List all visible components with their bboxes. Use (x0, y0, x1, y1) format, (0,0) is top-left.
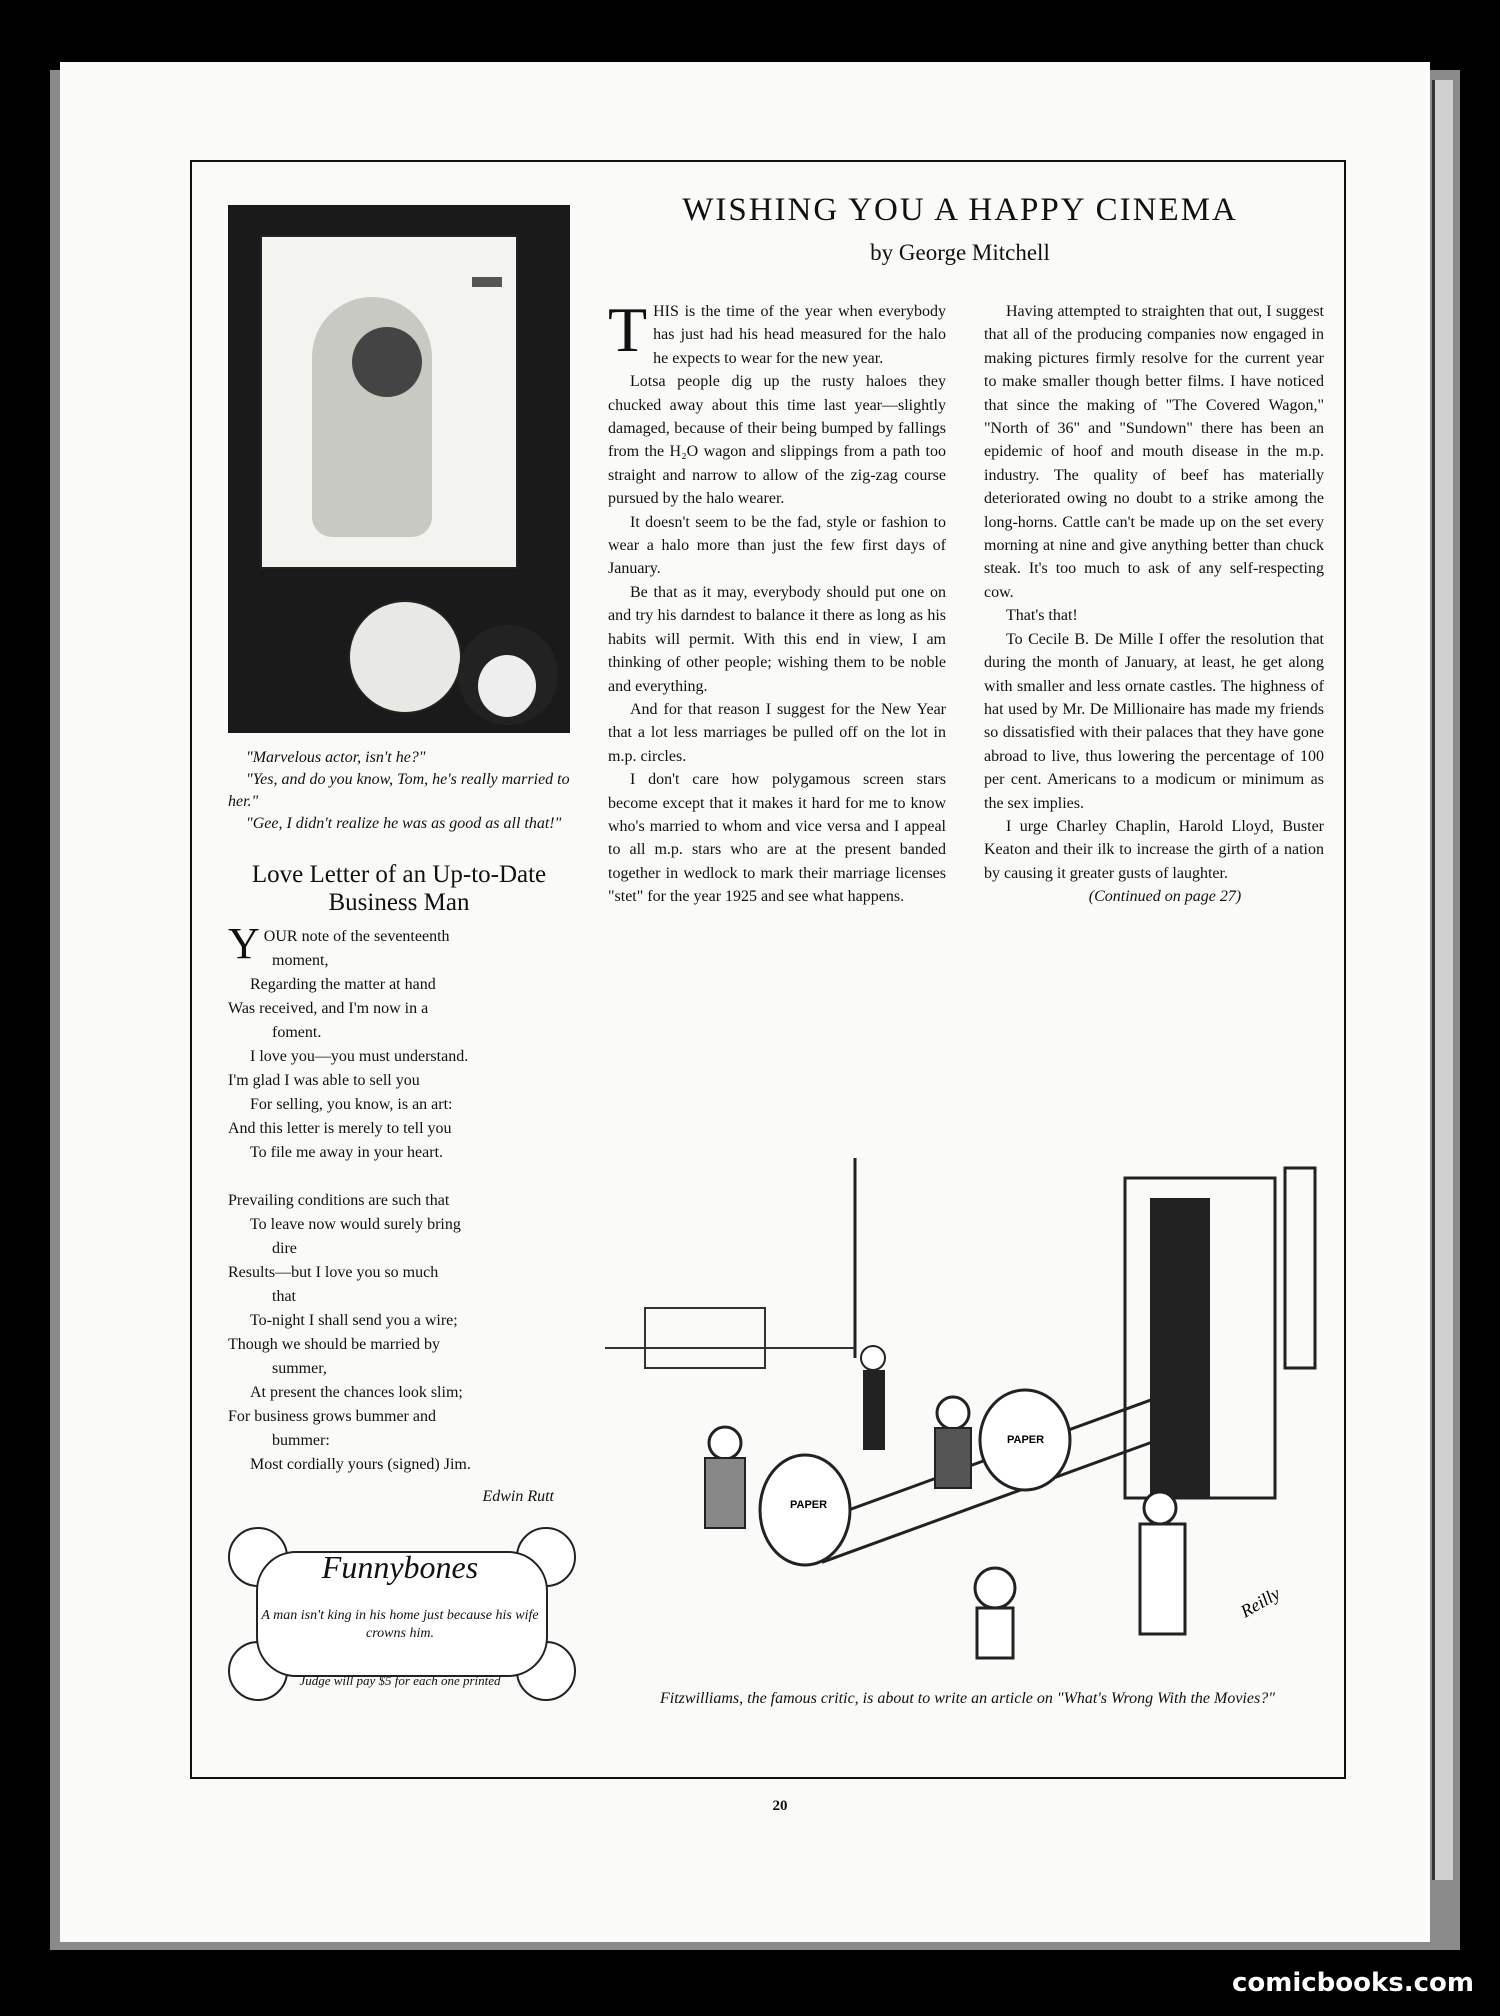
article-column-2 (984, 300, 1324, 909)
continued-note: (Continued on page 27) (1088, 888, 1242, 906)
poem-body (228, 919, 570, 1477)
poem-line: summer, (272, 1360, 327, 1377)
poem-line: For business grows bummer and (228, 1408, 436, 1425)
movie-theater-cartoon (228, 205, 570, 733)
article-byline: by George Mitchell (870, 240, 1050, 265)
poem-line: To leave now would surely bring (250, 1216, 461, 1233)
poem-line: Most cordially yours (signed) Jim. (250, 1456, 471, 1473)
poem-line: I love you—you must understand. (250, 1048, 469, 1065)
article-paragraph: THIS is the time of the year when everybody has just had his head measured for the halo he expects to wear for the new year. (608, 294, 946, 367)
barrel-label-2: PAPER (1007, 1434, 1045, 1446)
drop-cap: T (608, 294, 648, 365)
article-paragraph: Be that as it may, everybody should put one on and try his darndest to balance it there as long as his habits will permit. With this end in view, I am thinking of other people; wishing them to be noble and everything. (608, 583, 946, 695)
funnybones-footer: Judge will pay $5 for each one printed (299, 1673, 501, 1688)
poem-line: Though we should be married by (228, 1336, 440, 1353)
funnybones-title: Funnybones (321, 1549, 479, 1585)
poem-line: bummer: (272, 1432, 330, 1449)
article-paragraph: It doesn't seem to be the fad, style or fashion to wear a halo more than just the few first days of January. (608, 513, 946, 578)
poem-line: that (272, 1288, 296, 1305)
poem-line (228, 1165, 570, 1189)
article-paragraph: And for that reason I suggest for the New Year that a lot less marriages be pulled off on the lot in m.p. circles. (608, 700, 946, 765)
article-paragraph: I don't care how polygamous screen stars become except that it makes it hard for me to know who's married to whom and vice versa and I appeal to all m.p. stars who are at the present banded together in wedlock to mark their marriage licenses "stet" for the year 1925 and see what happens. (608, 771, 946, 906)
poem-line: At present the chances look slim; (250, 1384, 463, 1401)
article-paragraph: That's that! (1006, 607, 1078, 625)
funnybones-box (228, 1527, 572, 1697)
poem-drop-cap: Y (228, 919, 260, 968)
caption-line: "Marvelous actor, isn't he?" (246, 749, 426, 766)
cartoon-drawing (605, 1158, 1323, 1678)
poem-line: YOUR note of the seventeenth (228, 919, 450, 968)
facing-page-edge (1432, 80, 1453, 1880)
top-cartoon-caption (228, 747, 570, 835)
poem-line: Was received, and I'm now in a (228, 1000, 429, 1017)
movie-screen (260, 235, 518, 569)
caption-line: "Yes, and do you know, Tom, he's really married to her." (228, 771, 570, 810)
poem-line: To file me away in your heart. (250, 1144, 444, 1161)
article-paragraph: Lotsa people dig up the rusty haloes they chucked away about this time last year—slightly damaged, because of their being bumped by fallings from the H₂O wagon and slippings from a path too straight and narrow to allow of the zig-zag course pursued by the halo wearer. (608, 373, 946, 508)
page-number: 20 (772, 1798, 788, 1814)
poem-line: dire (272, 1240, 297, 1257)
lamp-illustration (472, 277, 502, 287)
poem-line: foment. (272, 1024, 322, 1041)
caption-line: "Gee, I didn't realize he was as good as all that!" (246, 815, 562, 832)
poem-line: And this letter is merely to tell you (228, 1120, 452, 1137)
actor-figure (352, 327, 422, 397)
poem-line: Prevailing conditions are such that (228, 1192, 450, 1209)
audience-woman-head (458, 625, 558, 725)
poem-line: I'm glad I was able to sell you (228, 1072, 420, 1089)
funnybones-joke: A man isn't king in his home just because his wife crowns him. (261, 1608, 539, 1641)
poem-line: To-night I shall send you a wire; (250, 1312, 458, 1329)
poem-line: moment, (272, 952, 329, 969)
poem-author: Edwin Rutt (482, 1488, 554, 1505)
left-column (228, 205, 570, 1697)
audience-man-head (348, 600, 462, 714)
article-title: WISHING YOU A HAPPY CINEMA (682, 192, 1238, 228)
watermark: comicbooks.com (1231, 1968, 1474, 1998)
artist-signature: Reilly (1237, 1583, 1284, 1622)
poem-line: For selling, you know, is an art: (250, 1096, 453, 1113)
article-paragraph: To Cecile B. De Mille I offer the resolution that during the month of January, at least, he get along with smaller and less ornate castles. The highness of hat used by Mr. De Millionaire has made my friends so dissatisfied with their palaces that they have gone abroad to live, thus lowering the percentage of 100 per cent. Americans to a modicum or minimum as the sex implies. (984, 630, 1324, 812)
article-paragraph: Having attempted to straighten that out, I suggest that all of the producing companies now engaged in making pictures firmly resolve for the current year to make smaller though better films. I have noticed that since the making of "The Covered Wagon," "North of 36" and "Sundown" there has been an epidemic of hoof and mouth disease in the m.p. industry. The quality of beef has materially deteriorated owing no doubt to a strike among the long-horns. Cattle can't be made up on the set every morning at nine and give anything better than chuck steak. It's too much to ask of any self-respecting cow. (984, 303, 1324, 601)
poem-line: Regarding the matter at hand (250, 976, 436, 993)
printing-press-cartoon (605, 1158, 1323, 1678)
bottom-cartoon-caption: Fitzwilliams, the famous critic, is about to write an article on "What's Wrong With the Movies?" (660, 1690, 1275, 1707)
article-column-1 (608, 294, 946, 909)
article-paragraph: I urge Charley Chaplin, Harold Lloyd, Buster Keaton and their ilk to increase the girth of a nation by causing it greater gusts of laughter. (984, 817, 1324, 882)
barrel-label: PAPER (790, 1499, 828, 1511)
poem-line: Results—but I love you so much (228, 1264, 439, 1281)
poem-title: Love Letter of an Up-to-Date Business Man (251, 861, 547, 916)
